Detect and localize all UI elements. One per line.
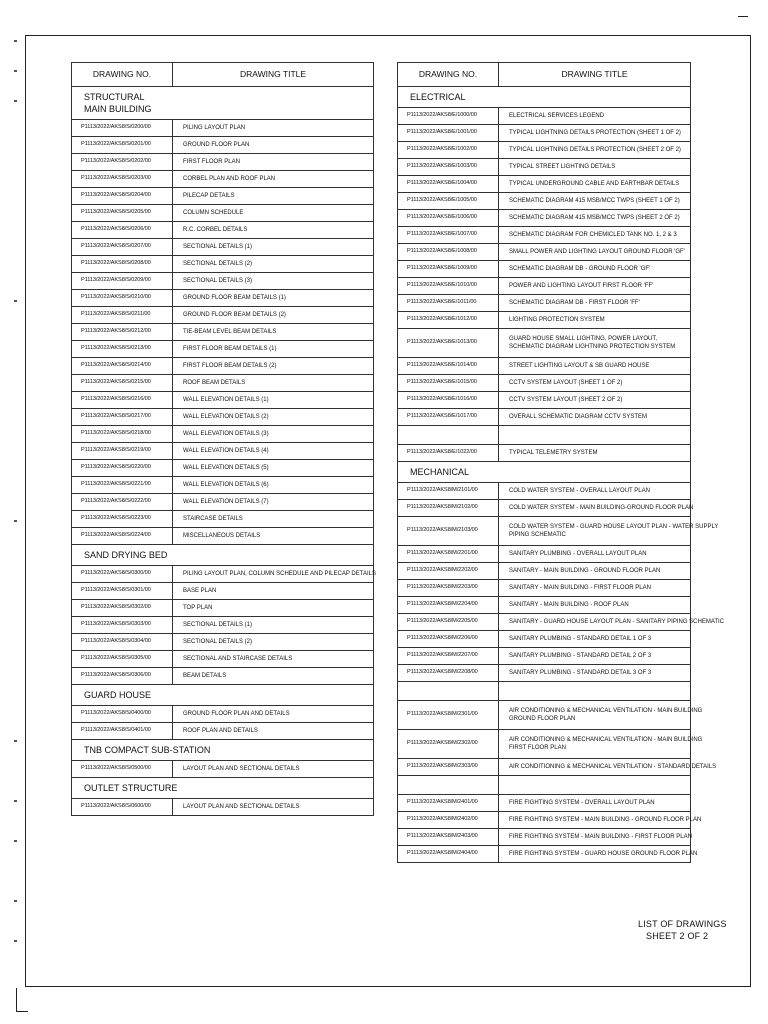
table-row — [398, 665, 691, 682]
column-header-drawing-no: DRAWING NO. — [398, 63, 499, 87]
drawing-title — [499, 701, 703, 730]
drawing-number: P1113/2022/AKS8/S/0302/00 — [72, 600, 173, 617]
drawing-number: P1113/2022/AKS8/E/1022/00 — [398, 445, 499, 462]
table-row — [72, 460, 374, 477]
drawing-title: COLUMN SCHEDULE — [173, 205, 374, 222]
drawing-number: P1113/2022/AKS8/M/2201/00 — [398, 546, 499, 563]
table-row — [398, 295, 691, 312]
table-row — [72, 137, 374, 154]
drawing-number: P1113/2022/AKS8/E/1000/00 — [398, 108, 499, 125]
table-row — [398, 483, 691, 500]
drawing-title: SANITARY PLUMBING - OVERALL LAYOUT PLAN — [499, 546, 691, 563]
drawing-number: P1113/2022/AKS8/E/1015/00 — [398, 375, 499, 392]
drawing-number: P1113/2022/AKS8/S/0224/00 — [72, 528, 173, 545]
drawing-title: STAIRCASE DETAILS — [173, 511, 374, 528]
sheet-label-number: SHEET 2 OF 2 — [646, 931, 709, 941]
drawing-number — [398, 682, 499, 701]
table-row — [72, 222, 374, 239]
drawing-title: SCHEMATIC DIAGRAM FOR CHEMICLED TANK NO. 1, 2 & 3 — [499, 227, 691, 244]
drawing-number: P1113/2022/AKS8/M/2102/00 — [398, 500, 499, 517]
drawing-number: P1113/2022/AKS8/M/2303/00 — [398, 759, 499, 776]
drawing-title: PILING LAYOUT PLAN, COLUMN SCHEDULE AND PILECAP DETAILS — [173, 566, 374, 583]
drawing-title: ELECTRICAL SERVICES LEGEND — [499, 108, 691, 125]
drawing-number: P1113/2022/AKS8/S/0401/00 — [72, 723, 173, 740]
drawing-number: P1113/2022/AKS8/S/0211/00 — [72, 307, 173, 324]
drawing-number: P1113/2022/AKS8/S/0200/00 — [72, 120, 173, 137]
section-heading-row — [72, 545, 374, 566]
drawing-number: P1113/2022/AKS8/S/0221/00 — [72, 477, 173, 494]
drawing-title: SCHEMATIC DIAGRAM DB - GROUND FLOOR 'GF' — [499, 261, 691, 278]
table-row — [398, 500, 691, 517]
drawing-number: P1113/2022/AKS8/S/0222/00 — [72, 494, 173, 511]
drawing-title: TYPICAL UNDERGROUND CABLE AND EARTHBAR DETAILS — [499, 176, 691, 193]
drawing-title: BASE PLAN — [173, 583, 374, 600]
drawing-title: POWER AND LIGHTING LAYOUT FIRST FLOOR 'FF' — [499, 278, 691, 295]
drawing-number: P1113/2022/AKS8/S/0210/00 — [72, 290, 173, 307]
drawing-title: WALL ELEVATION DETAILS (3) — [173, 426, 374, 443]
section-heading-row — [72, 778, 374, 799]
drawing-title: BEAM DETAILS — [173, 668, 374, 685]
drawing-number: P1113/2022/AKS8/M/2101/00 — [398, 483, 499, 500]
drawing-number: P1113/2022/AKS8/S/0201/00 — [72, 137, 173, 154]
table-row — [72, 375, 374, 392]
drawing-title: COLD WATER SYSTEM - OVERALL LAYOUT PLAN — [499, 483, 691, 500]
table-row — [72, 426, 374, 443]
drawing-title: PILECAP DETAILS — [173, 188, 374, 205]
table-row — [398, 210, 691, 227]
drawing-title-line: GROUND FLOOR PLAN — [509, 716, 576, 722]
drawing-title: OVERALL SCHEMATIC DIAGRAM CCTV SYSTEM — [499, 409, 691, 426]
drawing-title: SANITARY - GUARD HOUSE LAYOUT PLAN - SANITARY PIPING SCHEMATIC — [499, 614, 691, 631]
drawing-number: P1113/2022/AKS8/S/0206/00 — [72, 222, 173, 239]
drawing-title-line: AIR CONDITIONING & MECHANICAL VENTILATION - MAIN BUILDING — [509, 708, 703, 714]
table-row — [398, 580, 691, 597]
table-row — [72, 273, 374, 290]
drawing-title: SCHEMATIC DIAGRAM 415 MSB/MCC TWPS (SHEET 1 OF 2) — [499, 193, 691, 210]
drawing-title: SANITARY PLUMBING - STANDARD DETAIL 1 OF 3 — [499, 631, 691, 648]
drawing-number: P1113/2022/AKS8/M/2204/00 — [398, 597, 499, 614]
drawing-number: P1113/2022/AKS8/E/1008/00 — [398, 244, 499, 261]
drawing-title: AIR CONDITIONING & MECHANICAL VENTILATION - STANDARD DETAILS — [499, 759, 691, 776]
drawing-title: ROOF PLAN AND DETAILS — [173, 723, 374, 740]
section-heading-line: MAIN BUILDING — [84, 104, 152, 114]
drawing-title: FIRST FLOOR PLAN — [173, 154, 374, 171]
table-row — [398, 517, 691, 546]
drawing-number: P1113/2022/AKS8/S/0208/00 — [72, 256, 173, 273]
drawing-number: P1113/2022/AKS8/S/0219/00 — [72, 443, 173, 460]
drawing-title: FIRST FLOOR BEAM DETAILS (1) — [173, 341, 374, 358]
corner-mark-bottom-left — [16, 988, 17, 1012]
column-header-drawing-title: DRAWING TITLE — [499, 63, 691, 87]
drawing-number: P1113/2022/AKS8/S/0400/00 — [72, 706, 173, 723]
section-heading — [72, 545, 374, 566]
table-row — [72, 799, 374, 816]
right-table-body — [398, 87, 725, 863]
drawing-title: SCHEMATIC DIAGRAM 415 MSB/MCC TWPS (SHEET 2 OF 2) — [499, 210, 691, 227]
drawing-title: GROUND FLOOR PLAN AND DETAILS — [173, 706, 374, 723]
drawing-number: P1113/2022/AKS8/E/1001/00 — [398, 125, 499, 142]
drawing-title: SECTIONAL AND STAIRCASE DETAILS — [173, 651, 374, 668]
drawing-list-table-right — [397, 62, 725, 863]
table-row — [72, 358, 374, 375]
table-row — [72, 307, 374, 324]
drawing-number: P1113/2022/AKS8/E/1010/00 — [398, 278, 499, 295]
drawing-number: P1113/2022/AKS8/S/0202/00 — [72, 154, 173, 171]
drawing-number: P1113/2022/AKS8/S/0205/00 — [72, 205, 173, 222]
table-row — [398, 445, 691, 462]
table-row — [398, 159, 691, 176]
drawing-number — [398, 776, 499, 795]
table-row — [72, 600, 374, 617]
drawing-title: FIRE FIGHTING SYSTEM - OVERALL LAYOUT PLAN — [499, 795, 691, 812]
drawing-title: WALL ELEVATION DETAILS (2) — [173, 409, 374, 426]
table-row — [72, 324, 374, 341]
binding-edge-marks — [12, 40, 20, 980]
drawing-number: P1113/2022/AKS8/E/1003/00 — [398, 159, 499, 176]
section-heading — [72, 685, 374, 706]
drawing-number: P1113/2022/AKS8/M/2301/00 — [398, 701, 499, 730]
drawing-title: SECTIONAL DETAILS (2) — [173, 256, 374, 273]
drawing-title: TOP PLAN — [173, 600, 374, 617]
drawing-title: FIRE FIGHTING SYSTEM - MAIN BUILDING - FIRST FLOOR PLAN — [499, 829, 691, 846]
drawing-title: STREET LIGHTING LAYOUT & SB GUARD HOUSE — [499, 358, 691, 375]
table-row — [72, 528, 374, 545]
drawing-title: WALL ELEVATION DETAILS (7) — [173, 494, 374, 511]
table-row — [398, 193, 691, 210]
corner-mark-top-right — [738, 16, 748, 17]
table-row — [72, 171, 374, 188]
section-heading-line: ELECTRICAL — [410, 92, 466, 102]
table-row — [398, 409, 691, 426]
drawing-number: P1113/2022/AKS8/M/2206/00 — [398, 631, 499, 648]
section-heading-row — [72, 740, 374, 761]
drawing-number: P1113/2022/AKS8/E/1011/00 — [398, 295, 499, 312]
table-row — [398, 278, 691, 295]
table-row — [72, 723, 374, 740]
drawing-title — [499, 682, 691, 701]
section-heading-line: STRUCTURAL — [84, 92, 145, 102]
table-row — [72, 443, 374, 460]
drawing-number: P1113/2022/AKS8/S/0207/00 — [72, 239, 173, 256]
table-row — [398, 312, 691, 329]
drawing-title: SECTIONAL DETAILS (2) — [173, 634, 374, 651]
drawing-number: P1113/2022/AKS8/M/2205/00 — [398, 614, 499, 631]
drawing-title: FIRE FIGHTING SYSTEM - MAIN BUILDING - GROUND FLOOR PLAN — [499, 812, 691, 829]
table-row — [72, 188, 374, 205]
section-heading-row — [398, 87, 691, 108]
section-heading — [398, 87, 691, 108]
table-row — [72, 205, 374, 222]
table-row — [398, 261, 691, 278]
drawing-title: SANITARY PLUMBING - STANDARD DETAIL 3 OF 3 — [499, 665, 691, 682]
drawing-number: P1113/2022/AKS8/E/1014/00 — [398, 358, 499, 375]
table-row — [72, 668, 374, 685]
table-row — [398, 795, 691, 812]
drawing-title-line: COLD WATER SYSTEM - GUARD HOUSE LAYOUT PLAN - WATER SUPPLY — [509, 524, 719, 530]
corner-mark-bottom-left-foot — [16, 1011, 28, 1012]
drawing-title: LAYOUT PLAN AND SECTIONAL DETAILS — [173, 761, 374, 778]
table-row — [398, 829, 691, 846]
drawing-number: P1113/2022/AKS8/S/0301/00 — [72, 583, 173, 600]
drawing-title: WALL ELEVATION DETAILS (4) — [173, 443, 374, 460]
drawing-number: P1113/2022/AKS8/E/1017/00 — [398, 409, 499, 426]
drawing-number: P1113/2022/AKS8/M/2302/00 — [398, 730, 499, 759]
drawing-title: SANITARY - MAIN BUILDING - ROOF PLAN — [499, 597, 691, 614]
drawing-title: GROUND FLOOR PLAN — [173, 137, 374, 154]
table-row — [72, 256, 374, 273]
drawing-number: P1113/2022/AKS8/S/0215/00 — [72, 375, 173, 392]
table-row — [72, 341, 374, 358]
table-row-blank — [398, 682, 691, 701]
drawing-title: SANITARY - MAIN BUILDING - FIRST FLOOR PLAN — [499, 580, 691, 597]
table-row — [398, 730, 691, 759]
table-row — [398, 631, 691, 648]
drawing-title — [499, 426, 691, 445]
section-heading-line: OUTLET STRUCTURE — [84, 783, 178, 793]
drawing-number: P1113/2022/AKS8/E/1002/00 — [398, 142, 499, 159]
section-heading-line: MECHANICAL — [410, 467, 470, 477]
section-heading — [72, 740, 374, 761]
drawing-title: GROUND FLOOR BEAM DETAILS (2) — [173, 307, 374, 324]
table-row — [398, 375, 691, 392]
table-row — [72, 290, 374, 307]
drawing-title: FIRE FIGHTING SYSTEM - GUARD HOUSE GROUND FLOOR PLAN — [499, 846, 691, 863]
section-heading — [398, 462, 691, 483]
table-row — [72, 761, 374, 778]
drawing-number: P1113/2022/AKS8/S/0218/00 — [72, 426, 173, 443]
column-header-drawing-no: DRAWING NO. — [72, 63, 173, 87]
table-row — [398, 176, 691, 193]
drawing-number: P1113/2022/AKS8/S/0500/00 — [72, 761, 173, 778]
drawing-number: P1113/2022/AKS8/M/2404/00 — [398, 846, 499, 863]
drawing-title-line: GUARD HOUSE SMALL LIGHTING, POWER LAYOUT, — [509, 336, 658, 342]
drawing-number: P1113/2022/AKS8/E/1009/00 — [398, 261, 499, 278]
drawing-number: P1113/2022/AKS8/S/0204/00 — [72, 188, 173, 205]
drawing-title: ROOF BEAM DETAILS — [173, 375, 374, 392]
table-row — [398, 563, 691, 580]
drawing-number: P1113/2022/AKS8/E/1016/00 — [398, 392, 499, 409]
drawing-title: TIE-BEAM LEVEL BEAM DETAILS — [173, 324, 374, 341]
drawing-title: TYPICAL TELEMETRY SYSTEM — [499, 445, 691, 462]
drawing-title-line: FIRST FLOOR PLAN — [509, 745, 566, 751]
table-row — [398, 244, 691, 261]
drawing-number: P1113/2022/AKS8/S/0216/00 — [72, 392, 173, 409]
section-heading-row — [398, 462, 691, 483]
drawing-list-table-left — [71, 62, 374, 816]
drawing-title-line: SCHEMATIC DIAGRAM LIGHTNING PROTECTION SYSTEM — [509, 344, 676, 350]
drawing-number: P1113/2022/AKS8/E/1012/00 — [398, 312, 499, 329]
table-row-blank — [398, 426, 691, 445]
drawing-title: SANITARY PLUMBING - STANDARD DETAIL 2 OF 3 — [499, 648, 691, 665]
table-row — [398, 759, 691, 776]
drawing-number: P1113/2022/AKS8/M/2401/00 — [398, 795, 499, 812]
drawing-number: P1113/2022/AKS8/E/1007/00 — [398, 227, 499, 244]
table-row — [72, 477, 374, 494]
section-heading-row — [72, 87, 374, 120]
drawing-title — [499, 329, 691, 358]
table-row — [72, 706, 374, 723]
left-table-body — [72, 87, 374, 816]
drawing-number: P1113/2022/AKS8/S/0300/00 — [72, 566, 173, 583]
drawing-number: P1113/2022/AKS8/S/0203/00 — [72, 171, 173, 188]
drawing-title: SANITARY - MAIN BUILDING - GROUND FLOOR PLAN — [499, 563, 691, 580]
section-heading — [72, 778, 374, 799]
table-row — [398, 846, 691, 863]
drawing-number: P1113/2022/AKS8/S/0305/00 — [72, 651, 173, 668]
column-header-drawing-title: DRAWING TITLE — [173, 63, 374, 87]
drawing-number: P1113/2022/AKS8/M/2402/00 — [398, 812, 499, 829]
table-row — [398, 701, 691, 730]
table-row — [398, 108, 691, 125]
table-row — [398, 614, 691, 631]
table-row — [72, 494, 374, 511]
drawing-number: P1113/2022/AKS8/S/0213/00 — [72, 341, 173, 358]
drawing-title: SCHEMATIC DIAGRAM DB - FIRST FLOOR 'FF' — [499, 295, 691, 312]
drawing-number: P1113/2022/AKS8/E/1005/00 — [398, 193, 499, 210]
drawing-title: GROUND FLOOR BEAM DETAILS (1) — [173, 290, 374, 307]
drawing-number: P1113/2022/AKS8/S/0600/00 — [72, 799, 173, 816]
section-heading — [72, 87, 374, 120]
drawing-number: P1113/2022/AKS8/M/2207/00 — [398, 648, 499, 665]
drawing-title: WALL ELEVATION DETAILS (6) — [173, 477, 374, 494]
section-heading-line: SAND DRYING BED — [84, 550, 168, 560]
drawing-title: CCTV SYSTEM LAYOUT (SHEET 2 OF 2) — [499, 392, 691, 409]
table-row — [72, 120, 374, 137]
table-row — [398, 546, 691, 563]
drawing-number: P1113/2022/AKS8/E/1013/00 — [398, 329, 499, 358]
drawing-number: P1113/2022/AKS8/S/0304/00 — [72, 634, 173, 651]
table-row — [72, 511, 374, 528]
table-row — [398, 125, 691, 142]
drawing-title — [499, 776, 691, 795]
drawing-title: COLD WATER SYSTEM - MAIN BUILDING-GROUND FLOOR PLAN — [499, 500, 691, 517]
table-row — [72, 583, 374, 600]
table-row — [398, 142, 691, 159]
drawing-title: TYPICAL LIGHTNING DETAILS PROTECTION (SHEET 1 OF 2) — [499, 125, 691, 142]
drawing-number: P1113/2022/AKS8/S/0223/00 — [72, 511, 173, 528]
table-row — [72, 154, 374, 171]
drawing-number: P1113/2022/AKS8/S/0212/00 — [72, 324, 173, 341]
table-row — [398, 358, 691, 375]
table-row — [398, 597, 691, 614]
section-heading-line: GUARD HOUSE — [84, 690, 152, 700]
drawing-number: P1113/2022/AKS8/M/2208/00 — [398, 665, 499, 682]
table-row — [72, 617, 374, 634]
drawing-title-line: PIPING SCHEMATIC — [509, 532, 566, 538]
drawing-title: LAYOUT PLAN AND SECTIONAL DETAILS — [173, 799, 374, 816]
drawing-number: P1113/2022/AKS8/S/0217/00 — [72, 409, 173, 426]
drawing-title: SECTIONAL DETAILS (1) — [173, 239, 374, 256]
drawing-title: R.C. CORBEL DETAILS — [173, 222, 374, 239]
drawing-number: P1113/2022/AKS8/M/2103/00 — [398, 517, 499, 546]
table-row — [72, 239, 374, 256]
drawing-title: LIGHTING PROTECTION SYSTEM — [499, 312, 691, 329]
drawing-title: CCTV SYSTEM LAYOUT (SHEET 1 OF 2) — [499, 375, 691, 392]
drawing-title: CORBEL PLAN AND ROOF PLAN — [173, 171, 374, 188]
table-row — [398, 812, 691, 829]
drawing-title: SECTIONAL DETAILS (3) — [173, 273, 374, 290]
table-row — [72, 392, 374, 409]
table-row — [72, 634, 374, 651]
section-heading-line: TNB COMPACT SUB-STATION — [84, 745, 211, 755]
drawing-title: PILING LAYOUT PLAN — [173, 120, 374, 137]
drawing-number: P1113/2022/AKS8/S/0306/00 — [72, 668, 173, 685]
section-heading-row — [72, 685, 374, 706]
drawing-number: P1113/2022/AKS8/S/0303/00 — [72, 617, 173, 634]
drawing-title-line: AIR CONDITIONING & MECHANICAL VENTILATION - MAIN BUILDING — [509, 737, 703, 743]
drawing-number: P1113/2022/AKS8/S/0214/00 — [72, 358, 173, 375]
drawing-number — [398, 426, 499, 445]
table-row — [72, 409, 374, 426]
table-row — [398, 329, 691, 358]
drawing-number: P1113/2022/AKS8/S/0220/00 — [72, 460, 173, 477]
drawing-title: WALL ELEVATION DETAILS (5) — [173, 460, 374, 477]
table-row — [398, 392, 691, 409]
drawing-title: SMALL POWER AND LIGHTING LAYOUT GROUND FLOOR 'GF' — [499, 244, 691, 261]
drawing-title: MISCELLANEOUS DETAILS — [173, 528, 374, 545]
drawing-title: SECTIONAL DETAILS (1) — [173, 617, 374, 634]
drawing-number: P1113/2022/AKS8/M/2202/00 — [398, 563, 499, 580]
drawing-number: P1113/2022/AKS8/E/1006/00 — [398, 210, 499, 227]
drawing-title: TYPICAL LIGHTNING DETAILS PROTECTION (SHEET 2 OF 2) — [499, 142, 691, 159]
drawing-number: P1113/2022/AKS8/S/0209/00 — [72, 273, 173, 290]
drawing-title: TYPICAL STREET LIGHTING DETAILS — [499, 159, 691, 176]
drawing-title — [499, 517, 719, 546]
table-row — [72, 651, 374, 668]
drawing-number: P1113/2022/AKS8/E/1004/00 — [398, 176, 499, 193]
sheet-label — [638, 918, 727, 942]
drawing-number: P1113/2022/AKS8/M/2403/00 — [398, 829, 499, 846]
table-row — [398, 648, 691, 665]
drawing-title — [499, 730, 703, 759]
drawing-number: P1113/2022/AKS8/M/2203/00 — [398, 580, 499, 597]
table-row-blank — [398, 776, 691, 795]
drawing-title: FIRST FLOOR BEAM DETAILS (2) — [173, 358, 374, 375]
drawing-title: WALL ELEVATION DETAILS (1) — [173, 392, 374, 409]
sheet-label-title: LIST OF DRAWINGS — [638, 919, 727, 929]
table-row — [72, 566, 374, 583]
table-row — [398, 227, 691, 244]
